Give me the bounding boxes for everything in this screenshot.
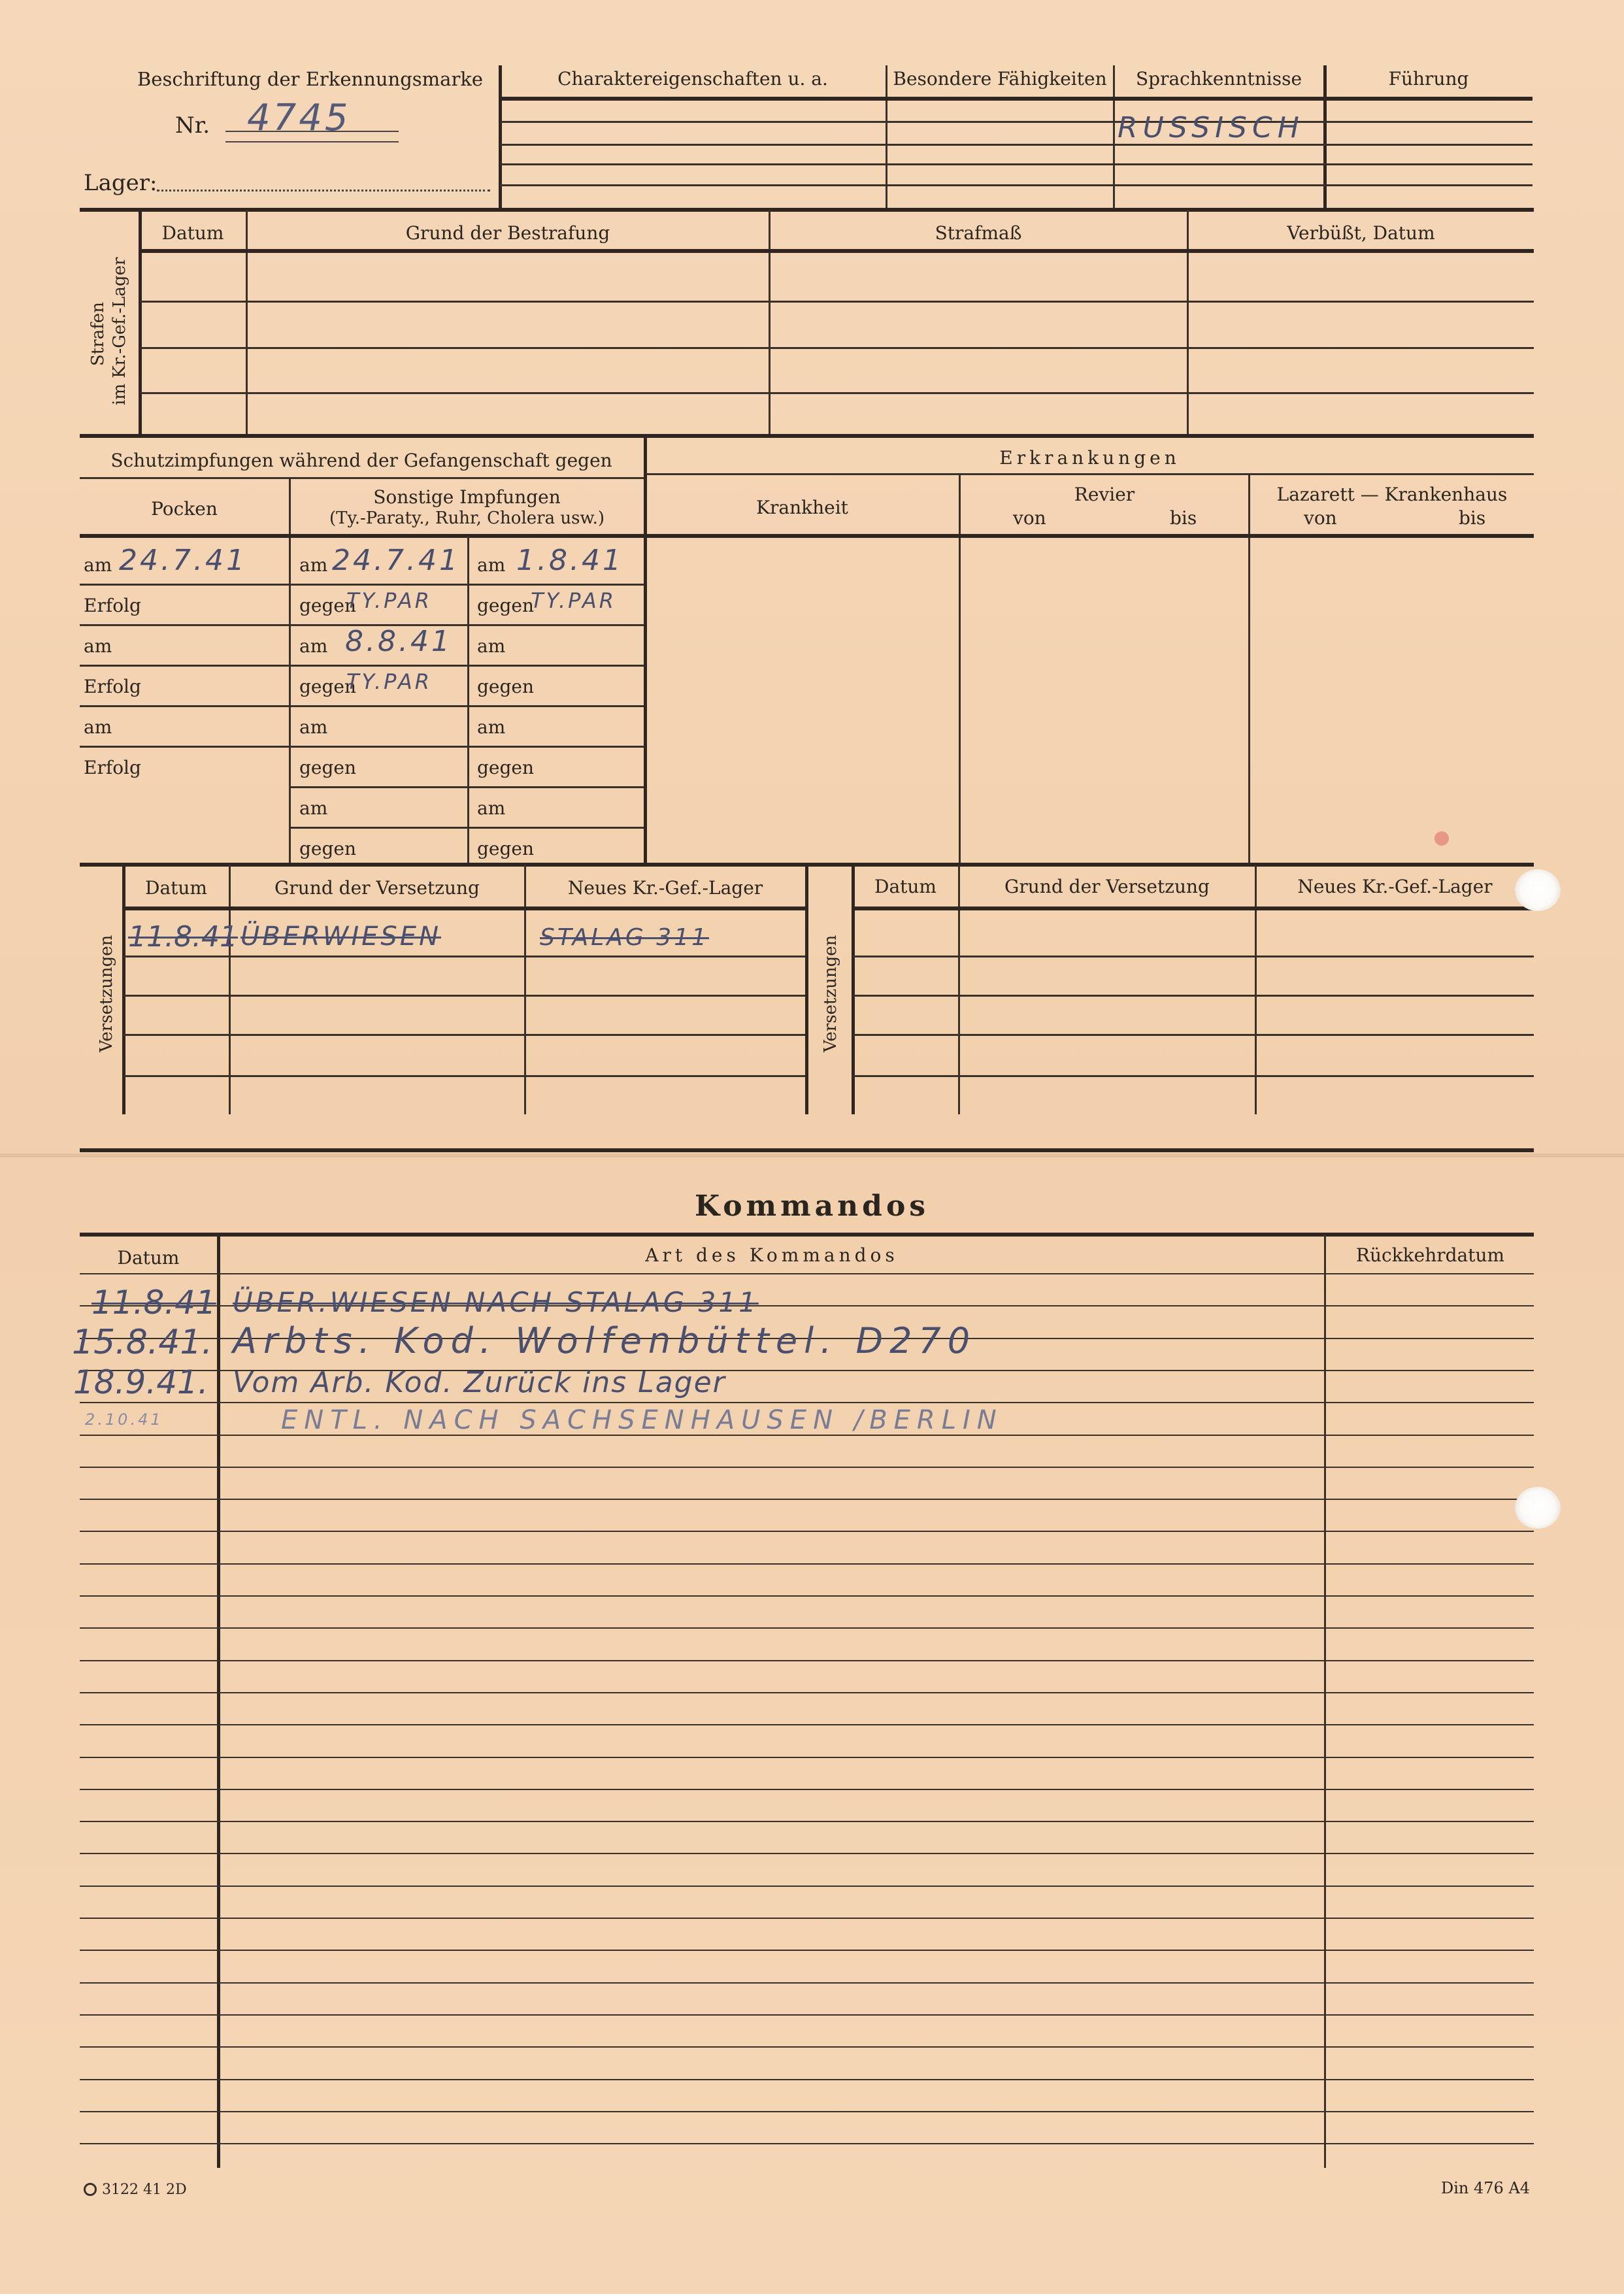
vers-entry-datum: 11.8.41 bbox=[128, 920, 238, 954]
sonst-gegen-3-value: TY.PAR bbox=[346, 669, 432, 694]
sonst-am-3-value: 8.8.41 bbox=[345, 625, 452, 658]
strafen-col-datum: Datum bbox=[161, 222, 224, 244]
sonst-am-2-value: 1.8.41 bbox=[516, 544, 623, 577]
vers-side-label: Versetzungen bbox=[97, 935, 116, 1052]
lager-label: Lager: bbox=[84, 170, 157, 196]
sonst-gegen-6: gegen bbox=[477, 757, 535, 778]
lager-dotline bbox=[157, 190, 490, 191]
pocken-am-1: am bbox=[84, 554, 112, 576]
pocken-am-2: am bbox=[84, 635, 112, 657]
sonst-gegen-3: gegen bbox=[299, 676, 357, 697]
kommandos-rule bbox=[80, 1757, 1534, 1758]
strafen-col-verbuesst: Verbüßt, Datum bbox=[1287, 222, 1435, 244]
red-mark bbox=[1434, 831, 1449, 846]
kom-entry-2-art: Arbts. Kod. Wolfenbüttel. D270 bbox=[233, 1320, 977, 1361]
sonst-gegen-1: gegen bbox=[299, 595, 357, 616]
kommandos-rule bbox=[80, 1950, 1534, 1951]
kommandos-rule bbox=[80, 1563, 1534, 1565]
sonst-am-1: am bbox=[299, 554, 328, 576]
sonst-am-7: am bbox=[299, 797, 328, 819]
footer-logo-icon bbox=[84, 2183, 97, 2196]
kommandos-title: Kommandos bbox=[694, 1189, 930, 1223]
kommandos-rule bbox=[80, 1660, 1534, 1661]
kommandos-rule bbox=[80, 2143, 1534, 2144]
sonst-am-8: am bbox=[477, 797, 506, 819]
pocken-am-3: am bbox=[84, 716, 112, 738]
erkrankungen-title: Erkrankungen bbox=[999, 447, 1180, 469]
kommandos-rule bbox=[80, 1627, 1534, 1629]
kommandos-rule bbox=[80, 1821, 1534, 1822]
kommandos-rule bbox=[80, 1692, 1534, 1693]
header-faehigkeiten: Besondere Fähigkeiten bbox=[893, 68, 1107, 90]
kommandos-rule bbox=[80, 1273, 1534, 1274]
erk-revier-bis: bis bbox=[1170, 507, 1197, 529]
erk-col-lazarett: Lazarett — Krankenhaus bbox=[1276, 484, 1508, 505]
sonst-am-5: am bbox=[299, 716, 328, 738]
erk-col-krankheit: Krankheit bbox=[756, 497, 848, 518]
sonst-gegen-2-value: TY.PAR bbox=[531, 588, 616, 613]
pocken-erfolg-3: Erfolg bbox=[84, 757, 141, 778]
impf-col-pocken: Pocken bbox=[151, 498, 218, 520]
kom-entry-4-datum: 2.10.41 bbox=[85, 1410, 163, 1429]
kommandos-rule bbox=[80, 1918, 1534, 1919]
kommandos-rule bbox=[80, 1499, 1534, 1500]
kommandos-rule bbox=[80, 2014, 1534, 2016]
impfungen-title: Schutzimpfungen während der Gefangenschaft gegen bbox=[110, 450, 612, 471]
sonst-am-1-value: 24.7.41 bbox=[332, 544, 460, 577]
strafen-col-strafmass: Strafmaß bbox=[935, 222, 1022, 244]
kommandos-rule bbox=[80, 1724, 1534, 1725]
kommandos-rule bbox=[80, 1886, 1534, 1887]
sonst-gegen-5: gegen bbox=[299, 757, 357, 778]
kommandos-rule bbox=[80, 2079, 1534, 2080]
footer-left: 3122 41 2D bbox=[102, 2182, 187, 2198]
kom-entry-3-datum: 18.9.41. bbox=[73, 1363, 208, 1401]
kom-entry-1-datum: 11.8.41 bbox=[91, 1284, 216, 1322]
sonst-gegen-4: gegen bbox=[477, 676, 535, 697]
impf-col-sonstige: Sonstige Impfungen bbox=[373, 486, 561, 508]
pocken-erfolg-2: Erfolg bbox=[84, 676, 141, 697]
kommandos-rule bbox=[80, 1982, 1534, 1984]
impf-col-sonstige-sub: (Ty.-Paraty., Ruhr, Cholera usw.) bbox=[329, 508, 605, 528]
vers-col-datum-2: Datum bbox=[874, 876, 936, 897]
kommandos-rule bbox=[80, 2111, 1534, 2112]
kommandos-col-art: Art des Kommandos bbox=[645, 1244, 899, 1266]
kom-entry-4-art: ENTL. NACH SACHSENHAUSEN /BERLIN bbox=[281, 1405, 1003, 1435]
header-sprach: Sprachkenntnisse bbox=[1135, 68, 1302, 90]
vers-entry-grund: ÜBERWIESEN bbox=[240, 922, 441, 952]
vers-col-grund-2: Grund der Versetzung bbox=[1004, 876, 1210, 897]
erk-col-revier: Revier bbox=[1074, 484, 1135, 505]
strafen-side-label: Strafen bbox=[88, 302, 108, 366]
erk-lazarett-von: von bbox=[1304, 507, 1337, 529]
kommandos-rule bbox=[80, 1853, 1534, 1854]
kommandos-rule bbox=[80, 1467, 1534, 1468]
sonst-gegen-8: gegen bbox=[477, 838, 535, 859]
kommandos-rule bbox=[80, 2046, 1534, 2048]
kommandos-col-rueckkehr: Rückkehrdatum bbox=[1355, 1244, 1505, 1266]
kommandos-rule bbox=[80, 1789, 1534, 1790]
pocken-am-1-value: 24.7.41 bbox=[119, 544, 247, 577]
nr-underline bbox=[225, 131, 399, 142]
sonst-gegen-2: gegen bbox=[477, 595, 535, 616]
header-fuehrung: Führung bbox=[1388, 68, 1469, 90]
kom-entry-2-datum: 15.8.41. bbox=[72, 1323, 213, 1362]
sonst-am-3: am bbox=[299, 635, 328, 657]
kommandos-rule bbox=[80, 1595, 1534, 1597]
sonst-am-4: am bbox=[477, 635, 506, 657]
vers-col-datum: Datum bbox=[145, 877, 207, 899]
sonst-am-2: am bbox=[477, 554, 506, 576]
vers-entry-lager: STALAG 311 bbox=[540, 924, 709, 951]
vers-col-lager: Neues Kr.-Gef.-Lager bbox=[567, 877, 763, 899]
punch-hole-bottom bbox=[1515, 1487, 1561, 1529]
strafen-side-label-2: im Kr.-Gef.-Lager bbox=[110, 257, 129, 405]
erk-lazarett-bis: bis bbox=[1459, 507, 1486, 529]
kom-entry-3-art: Vom Arb. Kod. Zurück ins Lager bbox=[233, 1366, 726, 1399]
kommandos-col-datum: Datum bbox=[117, 1247, 180, 1269]
erk-revier-von: von bbox=[1013, 507, 1046, 529]
vers-col-grund: Grund der Versetzung bbox=[274, 877, 480, 899]
kommandos-rule bbox=[80, 1531, 1534, 1532]
pocken-erfolg-1: Erfolg bbox=[84, 595, 141, 616]
sprach-value: RUSSISCH bbox=[1118, 111, 1304, 144]
sonst-gegen-1-value: TY.PAR bbox=[346, 588, 432, 613]
fold-line bbox=[0, 1154, 1624, 1157]
nr-label: Nr. bbox=[175, 112, 210, 139]
sonst-gegen-7: gegen bbox=[299, 838, 357, 859]
strafen-col-grund: Grund der Bestrafung bbox=[405, 222, 610, 244]
vers-col-lager-2: Neues Kr.-Gef.-Lager bbox=[1297, 876, 1493, 897]
header-charakter: Charaktereigenschaften u. a. bbox=[557, 68, 828, 90]
kommandos-rule bbox=[80, 1402, 1534, 1403]
nr-value: 4745 bbox=[247, 97, 351, 139]
footer-right: Din 476 A4 bbox=[1441, 2179, 1531, 2197]
header-beschriftung: Beschriftung der Erkennungsmarke bbox=[137, 68, 484, 90]
kom-entry-1-art: ÜBER.WIESEN NACH STALAG 311 bbox=[233, 1286, 759, 1318]
vers-side-label-2: Versetzungen bbox=[821, 935, 840, 1052]
sonst-am-6: am bbox=[477, 716, 506, 738]
punch-hole-top bbox=[1515, 869, 1561, 911]
